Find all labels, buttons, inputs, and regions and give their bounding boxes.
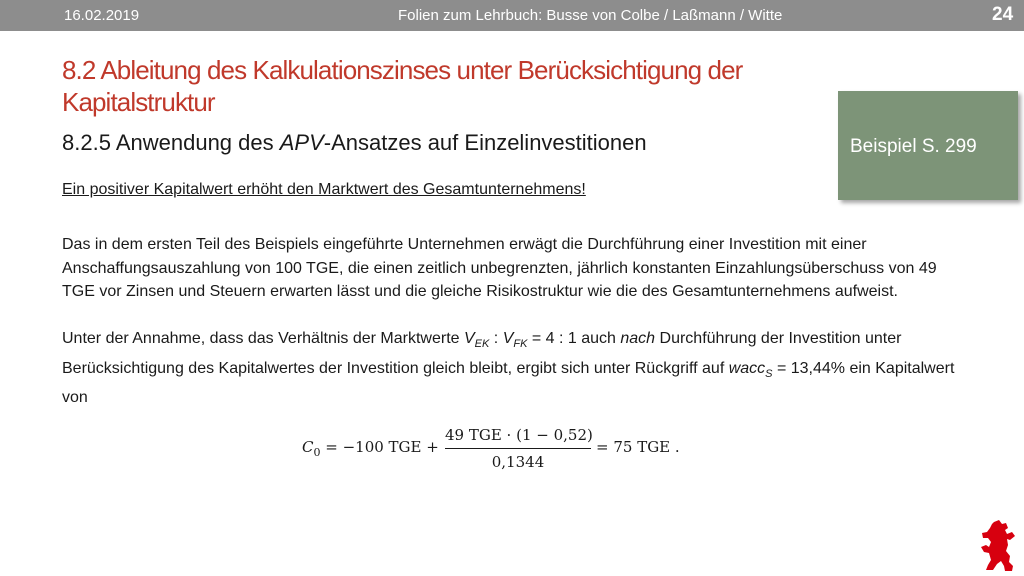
sub-s: S (765, 367, 773, 380)
para2-text-1: Unter der Annahme, dass das Verhältnis der Marktwerte (62, 330, 464, 347)
formula-c: C (302, 438, 314, 456)
slide-subtitle (62, 130, 647, 156)
var-v-ek: V (463, 330, 475, 347)
example-reference-label: Beispiel S. 299 (850, 136, 977, 157)
var-wacc: wacc (728, 359, 766, 377)
para2-text-2: : (489, 330, 503, 347)
subtitle-apv: APV (279, 130, 324, 155)
sub-fk: FK (513, 338, 528, 351)
para2-text-5: = 13,44% ein Kapitalwert von (62, 359, 955, 407)
lead-statement: Ein positiver Kapitalwert erhöht den Marktwert des Gesamtunternehmens! (62, 181, 586, 198)
formula-fraction (445, 424, 591, 473)
paragraph-assumption (62, 327, 962, 410)
slide-date: 16.02.2019 (64, 7, 140, 24)
para2-text-4: Durchführung der Investition unter Berücksichtigung des Kapitalwertes der Investition gleich bleibt, ergibt sich unter Rückgriff auf (62, 330, 902, 377)
sub-ek: EK (474, 338, 490, 351)
paragraph-investment: Das in dem ersten Teil des Beispiels eingeführte Unternehmen erwägt die Durchführung einer Investition mit einer Anschaffungsauszahlung von 100 TGE, die einen zeitlich unbegrenzten, jährlich konstanten Einzahlungsüberschuss von 49 TGE vor Zinsen und Steuern erwarten lässt und die gleiche Risikostruktur wie die des Gesamtunternehmens aufweist. (62, 236, 937, 300)
formula-c-sub: 0 (313, 446, 321, 459)
var-v-fk: V (502, 330, 514, 347)
slide-title: 8.2 Ableitung des Kalkulationszinses unter Berücksichtigung der Kapitalstruktur (62, 55, 743, 117)
slide-footer: Folien zum Lehrbuch: Busse von Colbe / Laßmann / Witte (398, 7, 783, 24)
para2-text-3: = 4 : 1 auch (527, 330, 621, 347)
subtitle-prefix: 8.2.5 Anwendung des (62, 130, 280, 155)
formula-rhs: = 75 TGE . (596, 438, 680, 456)
formula-denominator: 0,1344 (491, 453, 545, 471)
formula-lhs (302, 438, 439, 459)
example-reference-box (838, 91, 1018, 200)
subtitle-suffix: -Ansatzes auf Einzelinvestitionen (323, 130, 647, 155)
berlin-bear-logo-icon (980, 520, 1016, 572)
formula-lhs-rest: = −100 TGE + (320, 438, 439, 456)
page-number: 24 (992, 4, 1014, 25)
fraction-bar (445, 448, 591, 449)
word-nach: nach (620, 330, 656, 347)
header-bar (0, 0, 1024, 31)
formula-numerator: 49 TGE · (1 − 0,52) (445, 426, 593, 444)
